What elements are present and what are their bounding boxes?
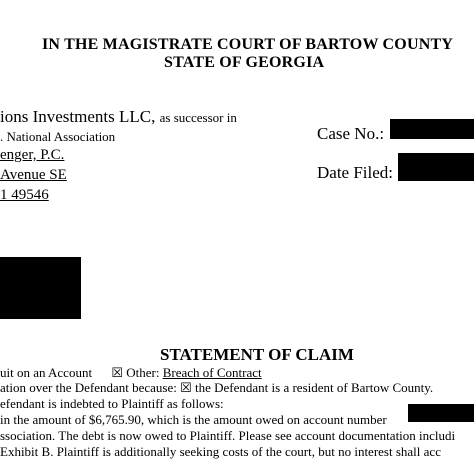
case-no-label: Case No.: xyxy=(317,124,385,143)
redacted-defendant-block xyxy=(0,257,81,319)
redacted-account-number xyxy=(408,404,474,422)
redacted-case-number xyxy=(390,119,474,139)
court-title: IN THE MAGISTRATE COURT OF BARTOW COUNTY xyxy=(42,36,454,53)
breach-of-contract-text: Breach of Contract xyxy=(162,365,262,380)
jurisdiction-line: ation over the Defendant because: ☒ the Defendant is a resident of Bartow County. xyxy=(0,380,434,395)
plaintiff-name-text: ions Investments LLC, xyxy=(0,107,156,126)
attorney-firm: enger, P.C. xyxy=(0,147,65,163)
attorney-zip: 1 49546 xyxy=(0,187,49,203)
claim-type-line xyxy=(0,365,262,381)
court-state: STATE OF GEORGIA xyxy=(164,54,325,71)
association-line: . National Association xyxy=(0,129,116,144)
suit-on-account-text: uit on an Account xyxy=(0,365,93,380)
successor-text: as successor in xyxy=(159,110,237,125)
date-filed-label: Date Filed: xyxy=(317,163,394,182)
redacted-date-filed xyxy=(398,153,474,181)
attorney-street: Avenue SE xyxy=(0,167,67,183)
amount-line: in the amount of $6,765.90, which is the amount owed on account number xyxy=(0,412,387,427)
costs-line: Exhibit B. Plaintiff is additionally seeking costs of the court, but no interest shall acc xyxy=(0,444,441,459)
other-label: Other: xyxy=(126,365,160,380)
debt-owed-line: ssociation. The debt is now owed to Plaintiff. Please see account documentation includi xyxy=(0,428,456,443)
case-no-underline xyxy=(390,138,474,139)
plaintiff-name xyxy=(0,107,237,127)
statement-title: STATEMENT OF CLAIM xyxy=(160,345,354,364)
other-checkbox: ☒ xyxy=(111,365,123,380)
indebted-line: efendant is indebted to Plaintiff as follows: xyxy=(0,396,224,411)
